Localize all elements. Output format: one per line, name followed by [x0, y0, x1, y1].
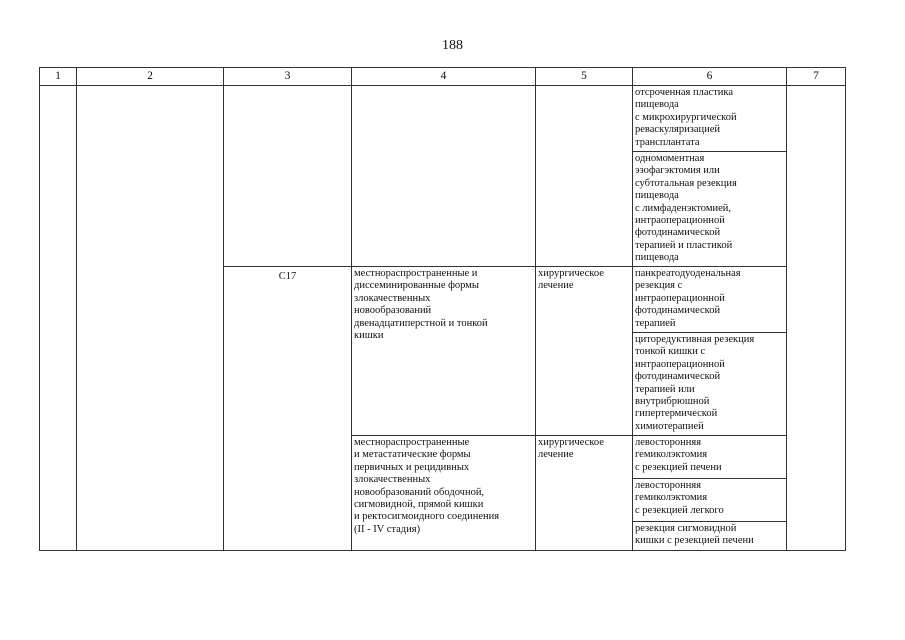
diagnosis-code-cell: C17	[224, 267, 352, 551]
services-table	[39, 67, 846, 551]
col1-cell	[40, 86, 77, 551]
column-number-row	[40, 68, 846, 86]
table-row	[40, 86, 846, 152]
patient-model-cell	[352, 86, 536, 267]
page-number: 188	[442, 38, 463, 53]
column-header: 1	[40, 68, 77, 86]
diagnosis-code-cell	[224, 86, 352, 267]
treatment-method-cell: левосторонняя гемиколэктомия с резекцией печени	[633, 436, 787, 479]
column-header: 6	[633, 68, 787, 86]
column-header: 5	[536, 68, 633, 86]
treatment-method-cell: резекция сигмовидной кишки с резекцией печени	[633, 522, 787, 551]
treatment-type-cell: хирургическое лечение	[536, 267, 633, 436]
treatment-method-cell: одномоментная эзофагэктомия или субтотальная резекция пищевода с лимфаденэктомией, интраоперационной фотодинамической терапией и пластикой пищевода	[633, 152, 787, 267]
column-header: 2	[77, 68, 224, 86]
column-header: 7	[787, 68, 846, 86]
treatment-type-cell: хирургическое лечение	[536, 436, 633, 551]
patient-model-cell: местнораспространенные и метастатические формы первичных и рецидивных злокачественных новообразований ободочной, сигмовидной, прямой кишки и ректосигмоидного соединения (II - IV стадия)	[352, 436, 536, 551]
col2-cell	[77, 86, 224, 551]
treatment-method-cell: циторедуктивная резекция тонкой кишки с интраоперационной фотодинамической терапией или внутрибрюшной гипертермической химиотерапией	[633, 333, 787, 436]
treatment-method-cell: панкреатодуоденальная резекция с интраоперационной фотодинамической терапией	[633, 267, 787, 333]
treatment-method-cell: левосторонняя гемиколэктомия с резекцией легкого	[633, 479, 787, 522]
treatment-method-cell: отсроченная пластика пищевода с микрохирургической реваскуляризацией трансплантата	[633, 86, 787, 152]
column-header: 3	[224, 68, 352, 86]
patient-model-cell: местнораспространенные и диссеминированные формы злокачественных новообразований двенадцатиперстной и тонкой кишки	[352, 267, 536, 436]
column-header: 4	[352, 68, 536, 86]
col7-cell	[787, 86, 846, 551]
treatment-type-cell	[536, 86, 633, 267]
